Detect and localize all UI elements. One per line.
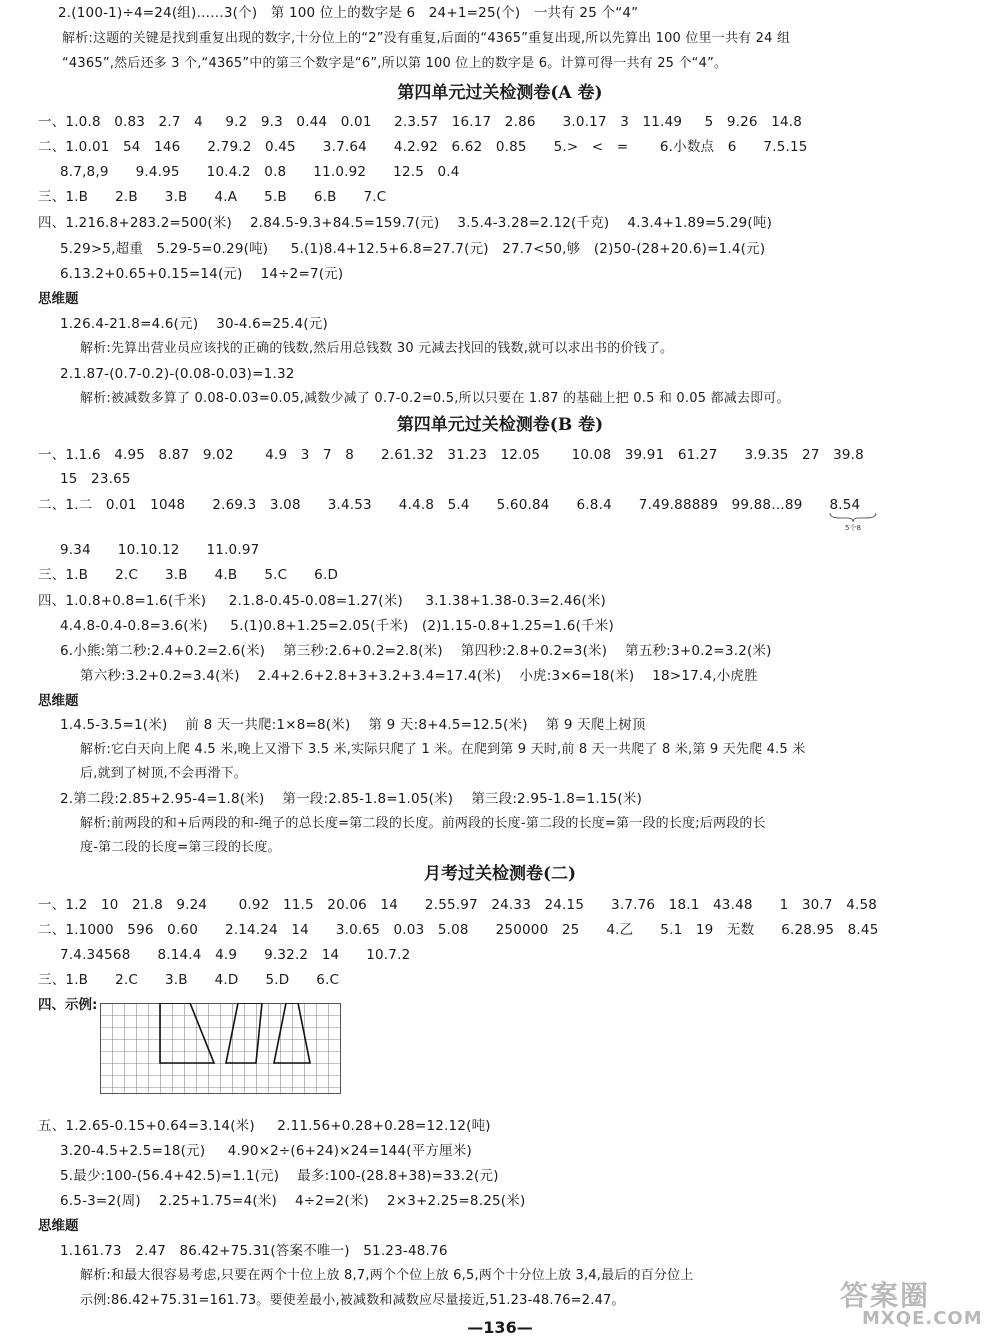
grid-svg xyxy=(100,1003,342,1095)
answer-line: 三、1.B 2.C 3.B 4.B 5.C 6.D xyxy=(38,567,339,583)
brace-note: 5个8 xyxy=(845,524,861,532)
answer-line: 8.7,8,9 9.4.95 10.4.2 0.8 11.0.92 12.5 0.4 xyxy=(60,164,460,180)
answer-line: 5.最少:100-(56.4+42.5)=1.1(元) 最多:100-(28.8+38)=33.2(元) xyxy=(60,1168,499,1184)
brace-annotation xyxy=(828,511,878,533)
answer-line: 1.26.4-21.8=4.6(元) 30-4.6=25.4(元) xyxy=(60,316,328,332)
answer-line: 二、1.0.01 54 146 2.79.2 0.45 3.7.64 4.2.92 6.62 0.85 5.> < = 6.小数点 6 7.5.15 xyxy=(38,139,808,155)
watermark-main: 答案圈 xyxy=(840,1279,931,1312)
explanation-line: 解析:这题的关键是找到重复出现的数字,十分位上的“2”没有重复,后面的“4365”重复出现,所以先算出 100 位里一共有 24 组 xyxy=(62,31,791,46)
answer-line: 3.20-4.5+2.5=18(元) 4.90×2÷(6+24)×24=144(平方厘米) xyxy=(60,1143,472,1159)
explanation-line: “4365”,然后还多 3 个,“4365”中的第三个数字是“6”,所以第 100 位上的数字是 6。计算可得一共有 25 个“4”。 xyxy=(62,56,728,71)
answer-line: 四、1.0.8+0.8=1.6(千米) 2.1.8-0.45-0.08=1.27(米) 3.1.38+1.38-0.3=2.46(米) xyxy=(38,593,607,609)
answer-line: 四、1.216.8+283.2=500(米) 2.84.5-9.3+84.5=159.7(元) 3.5.4-3.28=2.12(千克) 4.3.4+1.89=5.29(吨) xyxy=(38,215,773,231)
explanation-line: 解析:和最大很容易考虑,只要在两个十位上放 8,7,两个个位上放 6,5,两个十分位上放 3,4,最后的百分位上 xyxy=(80,1268,694,1283)
page-number: —136— xyxy=(467,1318,533,1337)
answer-line: 15 23.65 xyxy=(60,471,131,487)
answer-line: 三、1.B 2.C 3.B 4.D 5.D 6.C xyxy=(38,972,340,988)
answer-line: 一、1.0.8 0.83 2.7 4 9.2 9.3 0.44 0.01 2.3.57 16.17 2.86 3.0.17 3 11.49 5 9.26 14.8 xyxy=(38,114,803,130)
answer-line: 二、1.二 0.01 1048 2.69.3 3.08 3.4.53 4.4.8 5.4 5.60.84 6.8.4 7.49.88889 99.88…89 8.54 xyxy=(38,497,861,513)
section-label: 思维题 xyxy=(38,291,79,307)
explanation-line: 度-第二段的长度=第三段的长度。 xyxy=(80,840,281,855)
test-title: 第四单元过关检测卷(A 卷) xyxy=(397,83,603,103)
answer-line: 4.4.8-0.4-0.8=3.6(米) 5.(1)0.8+1.25=2.05(千米) (2)1.15-0.8+1.25=1.6(千米) xyxy=(60,618,614,634)
grid-figure xyxy=(100,1003,342,1095)
answer-line: 6.5-3=2(周) 2.25+1.75=4(米) 4÷2=2(米) 2×3+2.25=8.25(米) xyxy=(60,1193,526,1209)
answer-line: 第六秒:3.2+0.2=3.4(米) 2.4+2.6+2.8+3+3.2+3.4=17.4(米) 小虎:3×6=18(米) 18>17.4,小虎胜 xyxy=(80,668,758,684)
answer-line: 1.4.5-3.5=1(米) 前 8 天一共爬:1×8=8(米) 第 9 天:8+4.5=12.5(米) 第 9 天爬上树顶 xyxy=(60,717,646,733)
answer-line: 1.161.73 2.47 86.42+75.31(答案不唯一) 51.23-48.76 xyxy=(60,1243,448,1259)
explanation-line: 解析:它白天向上爬 4.5 米,晚上又滑下 3.5 米,实际只爬了 1 米。在爬到第 9 天时,前 8 天一共爬了 8 米,第 9 天先爬 4.5 米 xyxy=(80,742,806,757)
answer-line: 2.第二段:2.85+2.95-4=1.8(米) 第一段:2.85-1.8=1.05(米) 第三段:2.95-1.8=1.15(米) xyxy=(60,791,643,807)
answer-line: 二、1.1000 596 0.60 2.14.24 14 3.0.65 0.03 5.08 250000 25 4.乙 5.1 19 无数 6.28.95 8.45 xyxy=(38,922,879,938)
section-label: 思维题 xyxy=(38,693,79,709)
answer-line: 5.29>5,超重 5.29-5=0.29(吨) 5.(1)8.4+12.5+6.8=27.7(元) 27.7<50,够 (2)50-(28+20.6)=1.4(元) xyxy=(60,241,766,257)
answer-line: 一、1.2 10 21.8 9.24 0.92 11.5 20.06 14 2.55.97 24.33 24.15 3.7.76 18.1 43.48 1 30.7 4.58 xyxy=(38,897,878,913)
answer-line: 五、1.2.65-0.15+0.64=3.14(米) 2.11.56+0.28+0.28=12.12(吨) xyxy=(38,1118,491,1134)
explanation-line: 解析:先算出营业员应该找的正确的钱数,然后用总钱数 30 元减去找回的钱数,就可以求出书的价钱了。 xyxy=(80,341,674,356)
answer-line: 一、1.1.6 4.95 8.87 9.02 4.9 3 7 8 2.61.32 31.23 12.05 10.08 39.91 61.27 3.9.35 27 39.8 xyxy=(38,447,864,463)
explanation-line: 后,就到了树顶,不会再滑下。 xyxy=(80,766,248,781)
explanation-line: 示例:86.42+75.31=161.73。要使差最小,被减数和减数应尽量接近,51.23-48.76=2.47。 xyxy=(80,1293,625,1308)
section-label: 四、示例: xyxy=(38,997,98,1013)
answer-line: 2.(100-1)÷4=24(组)……3(个) 第 100 位上的数字是 6 24+1=25(个) 一共有 25 个“4” xyxy=(58,5,639,21)
answer-line: 7.4.34568 8.14.4 4.9 9.32.2 14 10.7.2 xyxy=(60,947,411,963)
parallelogram-shape xyxy=(160,1003,214,1063)
test-title: 第四单元过关检测卷(B 卷) xyxy=(396,415,604,435)
trapezoid-shape-1 xyxy=(160,1003,184,1063)
explanation-line: 解析:前两段的和+后两段的和-绳子的总长度=第二段的长度。前两段的长度-第二段的长度=第一段的长度;后两段的长 xyxy=(80,816,766,831)
section-label: 思维题 xyxy=(38,1218,79,1234)
watermark-logo xyxy=(840,1274,990,1332)
watermark-sub: MXQE.COM xyxy=(862,1308,983,1329)
answer-line: 三、1.B 2.B 3.B 4.A 5.B 6.B 7.C xyxy=(38,189,387,205)
test-title: 月考过关检测卷(二) xyxy=(423,864,577,884)
explanation-line: 解析:被减数多算了 0.08-0.03=0.05,减数少减了 0.7-0.2=0.5,所以只要在 1.87 的基础上把 0.5 和 0.05 都减去即可。 xyxy=(80,391,790,406)
answer-line: 9.34 10.10.12 11.0.97 xyxy=(60,542,260,558)
answer-line: 2.1.87-(0.7-0.2)-(0.08-0.03)=1.32 xyxy=(60,366,295,382)
answer-line: 6.13.2+0.65+0.15=14(元) 14÷2=7(元) xyxy=(60,266,344,282)
answer-line: 6.小熊:第二秒:2.4+0.2=2.6(米) 第三秒:2.6+0.2=2.8(米) 第四秒:2.8+0.2=3(米) 第五秒:3+0.2=3.2(米) xyxy=(60,643,772,659)
